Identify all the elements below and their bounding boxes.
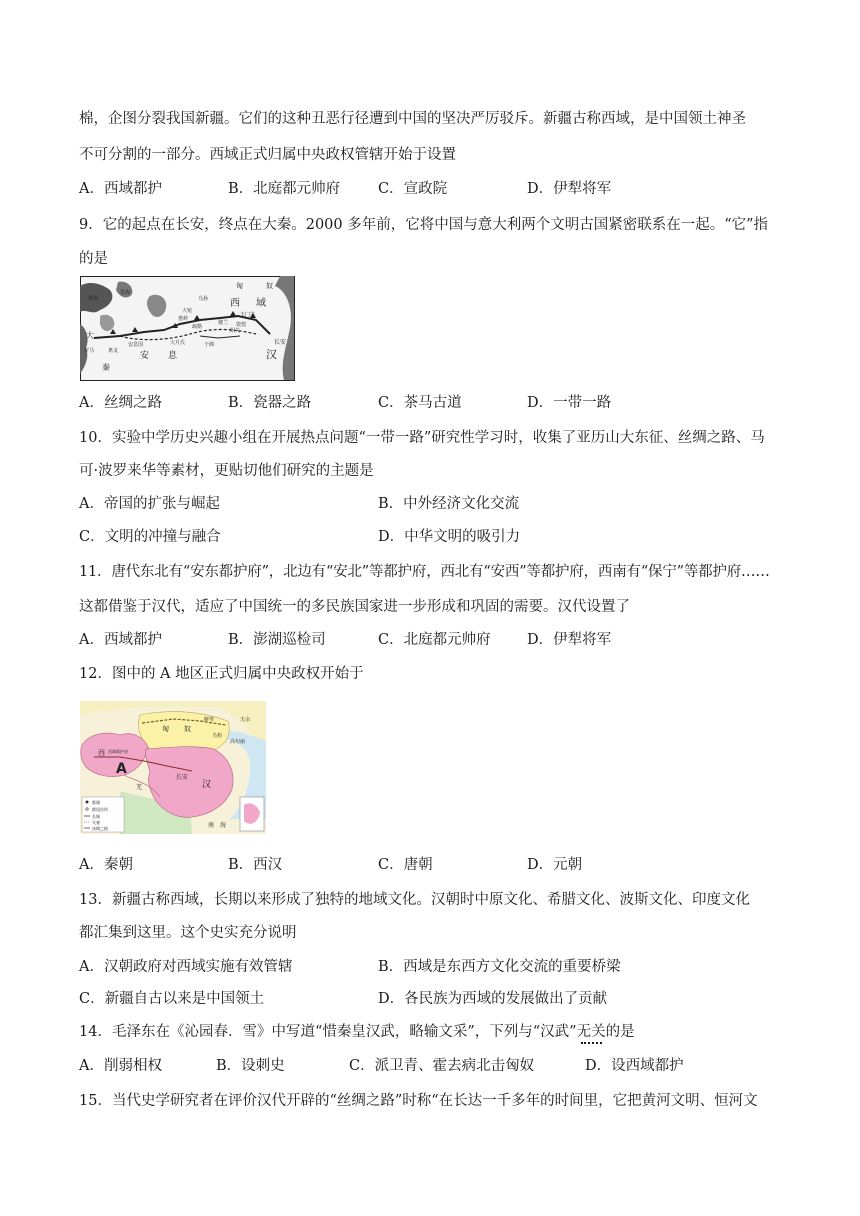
silk-road-map <box>80 276 295 382</box>
q12-option-c[interactable]: C．唐朝 <box>378 857 433 873</box>
map9-label-tiaozhi: 条支 <box>108 348 119 354</box>
map12-legend-silkroad: 丝绸之路 <box>92 826 108 831</box>
q10-line-2: 可·波罗来华等素材，更贴切他们研究的主题是 <box>79 463 374 479</box>
q9-option-b[interactable]: B．瓷器之路 <box>228 395 312 411</box>
map9-label-dayuezhi: 大月氏 <box>170 340 186 346</box>
q8-line-2: 不可分割的一部分。西域正式归属中央政权管辖开始于设置 <box>79 147 456 163</box>
map9-label-changan: 长安 <box>274 339 287 346</box>
map12-label-han: 汉 <box>202 780 212 790</box>
map9-label-han: 汉 <box>266 348 277 361</box>
q14-emphasis-wuguan: 无关 <box>576 1024 606 1040</box>
q9-option-c[interactable]: C．茶马古道 <box>378 395 462 411</box>
q9-line-2: 的是 <box>79 251 108 267</box>
map9-label-qin: 秦 <box>102 363 110 372</box>
map9-label-xiongnu-2: 奴 <box>266 282 273 290</box>
map12-label-xianbei: 鲜卑 <box>204 717 215 723</box>
q13-option-c[interactable]: C．新疆自古以来是中国领土 <box>79 991 265 1007</box>
map12-legend-capital: 都城 <box>92 800 100 805</box>
map9-label-luoma: 罗马 <box>84 348 95 354</box>
q14-option-b[interactable]: B．设刺史 <box>216 1058 285 1074</box>
map9-label-congling: 葱岭 <box>178 316 189 322</box>
map9-label-anxiguo: 安息国 <box>128 342 144 348</box>
q10-option-b[interactable]: B．中外经济文化交流 <box>378 496 520 512</box>
map12-label-qiang: 羌 <box>136 784 143 791</box>
map9-label-heihai: 黑海 <box>88 296 99 302</box>
map9-label-da: 大 <box>86 331 94 340</box>
map12-label-hai: 海 <box>220 822 227 829</box>
map12-label-xi: 西 <box>98 749 105 757</box>
map12-legend-pass: 关塞 <box>92 820 100 825</box>
han-dynasty-map <box>80 701 266 834</box>
map9-label-xiongnu-1: 匈 <box>236 282 243 290</box>
q10-line-1: 10．实验中学历史兴趣小组在开展热点问题“一带一路”研究性学习时，收集了亚历山大东征、丝绸之路、马 <box>79 430 765 446</box>
q12-option-a[interactable]: A．秦朝 <box>79 857 133 873</box>
map12-legend-greatwall: 长城 <box>92 814 100 819</box>
q10-option-c[interactable]: C．文明的冲撞与融合 <box>79 529 221 545</box>
map9-label-yumenguan: 玉门关 <box>240 312 256 318</box>
q14-text-post: 的是 <box>605 1024 635 1040</box>
q15-line-1: 15．当代史学研究者在评价汉代开辟的“丝绸之路”时称“在长达一千多年的时间里，它把黄河文明、恒河文 <box>79 1093 758 1109</box>
map9-label-yu: 域 <box>256 298 266 309</box>
q9-line-1: 9．它的起点在长安，终点在大秦。2000 多年前，它将中国与意大利两个文明古国紧密联系在一起。“它”指 <box>79 217 769 233</box>
q8-option-b[interactable]: B．北庭都元帅府 <box>228 181 341 197</box>
q9-option-a[interactable]: A．丝绸之路 <box>79 395 162 411</box>
q12-option-b[interactable]: B．西汉 <box>228 857 283 873</box>
map12-legend-commandery: 郡国治所 <box>92 807 108 812</box>
map9-label-an: 安 <box>140 351 150 361</box>
q13-option-b[interactable]: B．西域是东西方文化交流的重要桥梁 <box>378 959 621 975</box>
map9-label-xi: 西 <box>230 298 240 309</box>
q11-option-a[interactable]: A．西域都护 <box>79 632 162 648</box>
q13-option-d[interactable]: D．各民族为西域的发展做出了贡献 <box>378 991 608 1007</box>
q8-option-c[interactable]: C．宣政院 <box>378 181 448 197</box>
q11-option-d[interactable]: D．伊犁将军 <box>527 632 612 648</box>
map12-label-a: A <box>116 761 127 777</box>
q11-line-2: 这都借鉴于汉代，适应了中国统一的多民族国家进一步形成和巩固的需要。汉代设置了 <box>79 599 630 615</box>
map9-label-loulan: 楼兰 <box>218 320 229 326</box>
q11-option-b[interactable]: B．澎湖巡检司 <box>228 632 326 648</box>
q13-option-a[interactable]: A．汉朝政府对西域实施有效管辖 <box>79 959 293 975</box>
q12-line-1: 12．图中的 A 地区正式归属中央政权开始于 <box>79 666 364 682</box>
q8-option-d[interactable]: D．伊犁将军 <box>527 181 612 197</box>
q8-line-1: 棉，企图分裂我国新疆。它们的这种丑恶行径遭到中国的坚决严厉驳斥。新疆古称西域，是中国领土神圣 <box>79 111 746 127</box>
map9-label-lihai: 里海 <box>120 290 131 296</box>
map9-label-dayuan: 大宛 <box>182 308 193 314</box>
map9-label-yangguan: 阳关 <box>230 328 241 334</box>
map12-label-xiong: 匈 <box>162 725 169 733</box>
q14-option-c[interactable]: C．派卫青、霍去病北击匈奴 <box>349 1058 535 1074</box>
q10-option-a[interactable]: A．帝国的扩张与崛起 <box>79 496 220 512</box>
q10-option-d[interactable]: D．中华文明的吸引力 <box>378 529 521 545</box>
q8-option-a[interactable]: A．西域都护 <box>79 181 162 197</box>
map12-label-wuhuan: 乌桓 <box>212 733 223 739</box>
map12-label-gaogouli: 高句丽 <box>230 739 246 745</box>
map9-label-shule: 疏勒 <box>192 324 203 330</box>
q11-line-1: 11．唐代东北有“安东都护府”，北边有“安北”等都护府，西北有“安西”等都护府，西南有“保宁”等都护府…… <box>79 564 770 580</box>
q13-line-2: 都汇集到这里。这个史实充分说明 <box>79 925 297 941</box>
map9-label-xi2: 息 <box>168 351 178 361</box>
q14-text-pre: 14．毛泽东在《沁园春．雪》中写道“惜秦皇汉武，略输文采”，下列与“汉武” <box>79 1024 577 1040</box>
q11-option-c[interactable]: C．北庭都元帅府 <box>378 632 491 648</box>
map9-label-yutian: 于阗 <box>204 342 215 348</box>
map12-label-changan: 长安 <box>176 774 189 781</box>
map12-label-nan: 南 <box>208 822 215 829</box>
map9-label-wusun: 乌孙 <box>198 296 209 302</box>
q13-line-1: 13．新疆古称西域，长期以来形成了独特的地域文化。汉朝时中原文化、希腊文化、波斯文化、印度文化 <box>79 892 750 908</box>
q9-option-d[interactable]: D．一带一路 <box>527 395 612 411</box>
q14-option-d[interactable]: D．设西域都护 <box>585 1058 684 1074</box>
map9-label-dunhuang: 敦煌 <box>236 322 247 328</box>
map12-label-nu: 奴 <box>184 725 191 733</box>
map12-label-xiyuduhufu: 西域都护府 <box>108 749 128 754</box>
q14-option-a[interactable]: A．削弱相权 <box>79 1058 162 1074</box>
q14-line-1 <box>79 1022 635 1042</box>
q12-option-d[interactable]: D．元朝 <box>527 857 583 873</box>
map12-label-fuyu: 夫余 <box>240 717 251 723</box>
